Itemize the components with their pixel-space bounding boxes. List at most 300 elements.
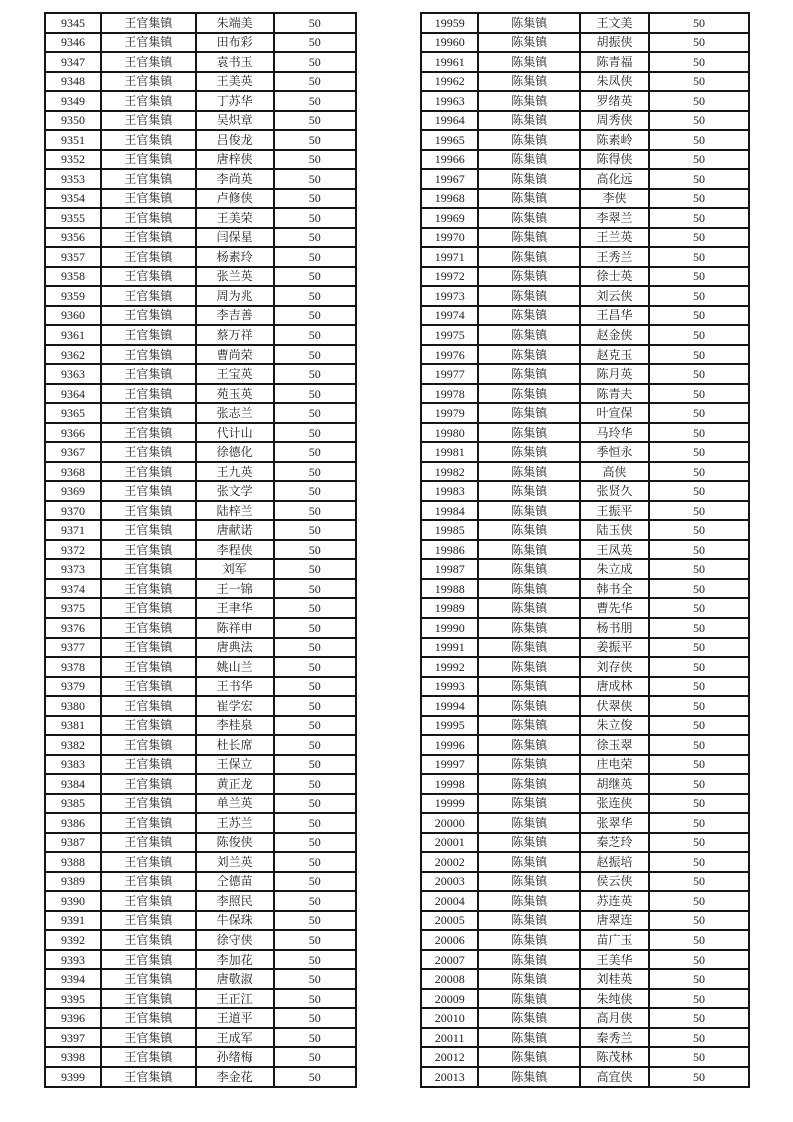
town-cell: 陈集镇 <box>478 540 580 560</box>
id-cell: 9353 <box>45 169 101 189</box>
name-cell: 刘兰英 <box>196 852 274 872</box>
name-cell: 吕俊龙 <box>196 130 274 150</box>
id-cell: 9350 <box>45 111 101 131</box>
town-cell: 陈集镇 <box>478 384 580 404</box>
name-cell: 苗广玉 <box>580 930 649 950</box>
town-cell: 陈集镇 <box>478 403 580 423</box>
table-row <box>45 813 356 833</box>
amount-cell: 50 <box>649 598 749 618</box>
name-cell: 胡继英 <box>580 774 649 794</box>
table-row <box>421 559 749 579</box>
table-row <box>421 1047 749 1067</box>
table-row <box>421 930 749 950</box>
town-cell: 陈集镇 <box>478 911 580 931</box>
amount-cell: 50 <box>649 1008 749 1028</box>
town-cell: 王官集镇 <box>101 852 196 872</box>
name-cell: 杨书朋 <box>580 618 649 638</box>
amount-cell: 50 <box>649 169 749 189</box>
table-row <box>421 774 749 794</box>
table-row <box>421 1067 749 1087</box>
name-cell: 王宝英 <box>196 364 274 384</box>
name-cell: 张翠华 <box>580 813 649 833</box>
name-cell: 唐成林 <box>580 677 649 697</box>
table-row <box>45 189 356 209</box>
amount-cell: 50 <box>649 579 749 599</box>
id-cell: 9361 <box>45 325 101 345</box>
amount-cell: 50 <box>274 969 356 989</box>
amount-cell: 50 <box>649 91 749 111</box>
name-cell: 徐玉翠 <box>580 735 649 755</box>
name-cell: 季恒永 <box>580 442 649 462</box>
name-cell: 杨素玲 <box>196 247 274 267</box>
table-row <box>45 950 356 970</box>
id-cell: 20011 <box>421 1028 478 1048</box>
town-cell: 王官集镇 <box>101 442 196 462</box>
id-cell: 9380 <box>45 696 101 716</box>
id-cell: 19999 <box>421 794 478 814</box>
id-cell: 9354 <box>45 189 101 209</box>
name-cell: 秦芝玲 <box>580 833 649 853</box>
amount-cell: 50 <box>274 501 356 521</box>
town-cell: 陈集镇 <box>478 247 580 267</box>
name-cell: 王苏兰 <box>196 813 274 833</box>
town-cell: 王官集镇 <box>101 150 196 170</box>
id-cell: 19992 <box>421 657 478 677</box>
name-cell: 李尚英 <box>196 169 274 189</box>
town-cell: 王官集镇 <box>101 520 196 540</box>
id-cell: 9372 <box>45 540 101 560</box>
table-row <box>45 462 356 482</box>
amount-cell: 50 <box>274 930 356 950</box>
name-cell: 徐德化 <box>196 442 274 462</box>
table-row <box>421 72 749 92</box>
name-cell: 王凤英 <box>580 540 649 560</box>
id-cell: 19988 <box>421 579 478 599</box>
id-cell: 19974 <box>421 306 478 326</box>
amount-cell: 50 <box>649 618 749 638</box>
name-cell: 朱立俊 <box>580 716 649 736</box>
town-cell: 陈集镇 <box>478 501 580 521</box>
table-row <box>45 208 356 228</box>
amount-cell: 50 <box>649 735 749 755</box>
name-cell: 秦秀兰 <box>580 1028 649 1048</box>
name-cell: 仝德苗 <box>196 872 274 892</box>
name-cell: 赵克玉 <box>580 345 649 365</box>
table-row <box>45 891 356 911</box>
table-row <box>421 657 749 677</box>
id-cell: 9395 <box>45 989 101 1009</box>
town-cell: 王官集镇 <box>101 989 196 1009</box>
name-cell: 王聿华 <box>196 598 274 618</box>
amount-cell: 50 <box>649 208 749 228</box>
amount-cell: 50 <box>274 540 356 560</box>
amount-cell: 50 <box>649 989 749 1009</box>
id-cell: 9385 <box>45 794 101 814</box>
town-cell: 王官集镇 <box>101 52 196 72</box>
table-row <box>421 735 749 755</box>
name-cell: 罗绪英 <box>580 91 649 111</box>
table-row <box>45 364 356 384</box>
id-cell: 20008 <box>421 969 478 989</box>
town-cell: 王官集镇 <box>101 33 196 53</box>
amount-cell: 50 <box>649 657 749 677</box>
table-row <box>45 677 356 697</box>
amount-cell: 50 <box>649 286 749 306</box>
table-row <box>421 481 749 501</box>
id-cell: 19981 <box>421 442 478 462</box>
id-cell: 19976 <box>421 345 478 365</box>
id-cell: 19966 <box>421 150 478 170</box>
name-cell: 叶宣保 <box>580 403 649 423</box>
town-cell: 陈集镇 <box>478 481 580 501</box>
name-cell: 姜振平 <box>580 638 649 658</box>
town-cell: 陈集镇 <box>478 891 580 911</box>
amount-cell: 50 <box>274 716 356 736</box>
amount-cell: 50 <box>274 13 356 33</box>
table-row <box>421 364 749 384</box>
table-row <box>421 111 749 131</box>
amount-cell: 50 <box>274 1028 356 1048</box>
id-cell: 19959 <box>421 13 478 33</box>
town-cell: 陈集镇 <box>478 228 580 248</box>
id-cell: 9378 <box>45 657 101 677</box>
name-cell: 周为兆 <box>196 286 274 306</box>
town-cell: 陈集镇 <box>478 189 580 209</box>
name-cell: 苑玉英 <box>196 384 274 404</box>
amount-cell: 50 <box>649 423 749 443</box>
id-cell: 9384 <box>45 774 101 794</box>
town-cell: 陈集镇 <box>478 618 580 638</box>
table-row <box>421 91 749 111</box>
amount-cell: 50 <box>649 774 749 794</box>
id-cell: 9360 <box>45 306 101 326</box>
amount-cell: 50 <box>274 33 356 53</box>
id-cell: 9388 <box>45 852 101 872</box>
table-row <box>45 540 356 560</box>
name-cell: 王道平 <box>196 1008 274 1028</box>
name-cell: 曹先华 <box>580 598 649 618</box>
amount-cell: 50 <box>649 13 749 33</box>
town-cell: 王官集镇 <box>101 423 196 443</box>
name-cell: 杜长席 <box>196 735 274 755</box>
amount-cell: 50 <box>274 169 356 189</box>
amount-cell: 50 <box>274 111 356 131</box>
table-row <box>421 1008 749 1028</box>
id-cell: 19995 <box>421 716 478 736</box>
table-row <box>421 228 749 248</box>
id-cell: 19984 <box>421 501 478 521</box>
id-cell: 9349 <box>45 91 101 111</box>
town-cell: 陈集镇 <box>478 677 580 697</box>
amount-cell: 50 <box>274 228 356 248</box>
town-cell: 王官集镇 <box>101 872 196 892</box>
id-cell: 9357 <box>45 247 101 267</box>
table-row <box>421 306 749 326</box>
name-cell: 李吉善 <box>196 306 274 326</box>
table-row <box>45 735 356 755</box>
amount-cell: 50 <box>649 384 749 404</box>
table-row <box>45 598 356 618</box>
id-cell: 9363 <box>45 364 101 384</box>
id-cell: 19973 <box>421 286 478 306</box>
id-cell: 9366 <box>45 423 101 443</box>
table-row <box>421 579 749 599</box>
amount-cell: 50 <box>274 872 356 892</box>
name-cell: 朱立成 <box>580 559 649 579</box>
town-cell: 陈集镇 <box>478 442 580 462</box>
table-row <box>45 794 356 814</box>
table-row <box>45 72 356 92</box>
id-cell: 20012 <box>421 1047 478 1067</box>
name-cell: 唐典法 <box>196 638 274 658</box>
amount-cell: 50 <box>274 989 356 1009</box>
id-cell: 19962 <box>421 72 478 92</box>
table-row <box>421 150 749 170</box>
id-cell: 19985 <box>421 520 478 540</box>
amount-cell: 50 <box>649 813 749 833</box>
table-row <box>45 872 356 892</box>
amount-cell: 50 <box>649 1028 749 1048</box>
name-cell: 张连侠 <box>580 794 649 814</box>
town-cell: 王官集镇 <box>101 677 196 697</box>
name-cell: 牛保珠 <box>196 911 274 931</box>
amount-cell: 50 <box>649 501 749 521</box>
amount-cell: 50 <box>649 891 749 911</box>
table-row <box>45 286 356 306</box>
name-cell: 赵金侠 <box>580 325 649 345</box>
id-cell: 19972 <box>421 267 478 287</box>
town-cell: 王官集镇 <box>101 111 196 131</box>
amount-cell: 50 <box>649 930 749 950</box>
table-row <box>421 950 749 970</box>
town-cell: 陈集镇 <box>478 364 580 384</box>
table-row <box>45 169 356 189</box>
amount-cell: 50 <box>274 52 356 72</box>
amount-cell: 50 <box>649 696 749 716</box>
table-row <box>45 989 356 1009</box>
name-cell: 陈青福 <box>580 52 649 72</box>
table-row <box>45 501 356 521</box>
town-cell: 陈集镇 <box>478 52 580 72</box>
town-cell: 陈集镇 <box>478 150 580 170</box>
town-cell: 王官集镇 <box>101 91 196 111</box>
id-cell: 19970 <box>421 228 478 248</box>
name-cell: 苏连英 <box>580 891 649 911</box>
town-cell: 王官集镇 <box>101 228 196 248</box>
name-cell: 王文美 <box>580 13 649 33</box>
name-cell: 王成军 <box>196 1028 274 1048</box>
amount-cell: 50 <box>649 638 749 658</box>
id-cell: 9362 <box>45 345 101 365</box>
town-cell: 王官集镇 <box>101 735 196 755</box>
roster-table <box>44 12 357 1088</box>
name-cell: 周秀侠 <box>580 111 649 131</box>
id-cell: 9347 <box>45 52 101 72</box>
amount-cell: 50 <box>274 735 356 755</box>
id-cell: 20004 <box>421 891 478 911</box>
amount-cell: 50 <box>274 598 356 618</box>
id-cell: 19977 <box>421 364 478 384</box>
table-row <box>45 930 356 950</box>
name-cell: 代计山 <box>196 423 274 443</box>
id-cell: 9364 <box>45 384 101 404</box>
table-row <box>421 267 749 287</box>
name-cell: 王正江 <box>196 989 274 1009</box>
table-row <box>45 911 356 931</box>
id-cell: 19967 <box>421 169 478 189</box>
town-cell: 王官集镇 <box>101 481 196 501</box>
name-cell: 刘云侠 <box>580 286 649 306</box>
town-cell: 陈集镇 <box>478 72 580 92</box>
name-cell: 王美华 <box>580 950 649 970</box>
amount-cell: 50 <box>649 794 749 814</box>
table-row <box>45 852 356 872</box>
town-cell: 陈集镇 <box>478 930 580 950</box>
amount-cell: 50 <box>649 462 749 482</box>
town-cell: 陈集镇 <box>478 1067 580 1087</box>
town-cell: 陈集镇 <box>478 345 580 365</box>
id-cell: 9367 <box>45 442 101 462</box>
table-row <box>421 813 749 833</box>
amount-cell: 50 <box>274 91 356 111</box>
table-row <box>45 833 356 853</box>
amount-cell: 50 <box>274 755 356 775</box>
amount-cell: 50 <box>649 520 749 540</box>
table-row <box>45 579 356 599</box>
town-cell: 王官集镇 <box>101 208 196 228</box>
table-row <box>421 618 749 638</box>
amount-cell: 50 <box>274 696 356 716</box>
table-row <box>421 423 749 443</box>
town-cell: 陈集镇 <box>478 1047 580 1067</box>
id-cell: 9377 <box>45 638 101 658</box>
name-cell: 庄电荣 <box>580 755 649 775</box>
town-cell: 陈集镇 <box>478 813 580 833</box>
town-cell: 陈集镇 <box>478 91 580 111</box>
id-cell: 9399 <box>45 1067 101 1087</box>
id-cell: 19964 <box>421 111 478 131</box>
amount-cell: 50 <box>649 1067 749 1087</box>
town-cell: 陈集镇 <box>478 208 580 228</box>
amount-cell: 50 <box>649 755 749 775</box>
name-cell: 李翠兰 <box>580 208 649 228</box>
town-cell: 王官集镇 <box>101 169 196 189</box>
amount-cell: 50 <box>274 1047 356 1067</box>
table-row <box>45 130 356 150</box>
amount-cell: 50 <box>274 325 356 345</box>
id-cell: 9387 <box>45 833 101 853</box>
name-cell: 胡振侠 <box>580 33 649 53</box>
amount-cell: 50 <box>649 306 749 326</box>
name-cell: 侯云侠 <box>580 872 649 892</box>
town-cell: 陈集镇 <box>478 735 580 755</box>
id-cell: 9381 <box>45 716 101 736</box>
table-row <box>421 638 749 658</box>
amount-cell: 50 <box>274 891 356 911</box>
town-cell: 王官集镇 <box>101 774 196 794</box>
amount-cell: 50 <box>649 52 749 72</box>
amount-cell: 50 <box>274 1067 356 1087</box>
amount-cell: 50 <box>274 286 356 306</box>
name-cell: 李程侠 <box>196 540 274 560</box>
right-roster-table <box>420 12 750 1088</box>
name-cell: 闫保星 <box>196 228 274 248</box>
id-cell: 20002 <box>421 852 478 872</box>
id-cell: 9376 <box>45 618 101 638</box>
amount-cell: 50 <box>274 208 356 228</box>
town-cell: 王官集镇 <box>101 833 196 853</box>
name-cell: 王秀兰 <box>580 247 649 267</box>
town-cell: 王官集镇 <box>101 325 196 345</box>
town-cell: 王官集镇 <box>101 1047 196 1067</box>
table-row <box>45 267 356 287</box>
table-row <box>421 345 749 365</box>
amount-cell: 50 <box>274 481 356 501</box>
name-cell: 李桂泉 <box>196 716 274 736</box>
name-cell: 李照民 <box>196 891 274 911</box>
name-cell: 黄正龙 <box>196 774 274 794</box>
name-cell: 张志兰 <box>196 403 274 423</box>
name-cell: 唐献诺 <box>196 520 274 540</box>
id-cell: 9373 <box>45 559 101 579</box>
table-row <box>421 286 749 306</box>
table-row <box>45 1067 356 1087</box>
town-cell: 陈集镇 <box>478 833 580 853</box>
town-cell: 王官集镇 <box>101 950 196 970</box>
id-cell: 20003 <box>421 872 478 892</box>
town-cell: 王官集镇 <box>101 1067 196 1087</box>
table-row <box>45 442 356 462</box>
id-cell: 20006 <box>421 930 478 950</box>
amount-cell: 50 <box>274 911 356 931</box>
table-row <box>421 462 749 482</box>
town-cell: 陈集镇 <box>478 286 580 306</box>
name-cell: 高宜侠 <box>580 1067 649 1087</box>
town-cell: 陈集镇 <box>478 716 580 736</box>
town-cell: 陈集镇 <box>478 267 580 287</box>
town-cell: 王官集镇 <box>101 911 196 931</box>
table-row <box>421 520 749 540</box>
id-cell: 20009 <box>421 989 478 1009</box>
amount-cell: 50 <box>274 638 356 658</box>
amount-cell: 50 <box>649 403 749 423</box>
id-cell: 9368 <box>45 462 101 482</box>
town-cell: 王官集镇 <box>101 559 196 579</box>
id-cell: 9383 <box>45 755 101 775</box>
id-cell: 9397 <box>45 1028 101 1048</box>
name-cell: 唐翠连 <box>580 911 649 931</box>
amount-cell: 50 <box>274 950 356 970</box>
town-cell: 王官集镇 <box>101 345 196 365</box>
id-cell: 9345 <box>45 13 101 33</box>
amount-cell: 50 <box>274 247 356 267</box>
amount-cell: 50 <box>649 1047 749 1067</box>
table-row <box>421 169 749 189</box>
name-cell: 张文学 <box>196 481 274 501</box>
name-cell: 李金花 <box>196 1067 274 1087</box>
table-row <box>421 1028 749 1048</box>
town-cell: 陈集镇 <box>478 794 580 814</box>
id-cell: 9389 <box>45 872 101 892</box>
name-cell: 王美荣 <box>196 208 274 228</box>
id-cell: 19979 <box>421 403 478 423</box>
town-cell: 陈集镇 <box>478 969 580 989</box>
table-row <box>421 247 749 267</box>
id-cell: 9390 <box>45 891 101 911</box>
id-cell: 19961 <box>421 52 478 72</box>
town-cell: 陈集镇 <box>478 1028 580 1048</box>
name-cell: 王昌华 <box>580 306 649 326</box>
